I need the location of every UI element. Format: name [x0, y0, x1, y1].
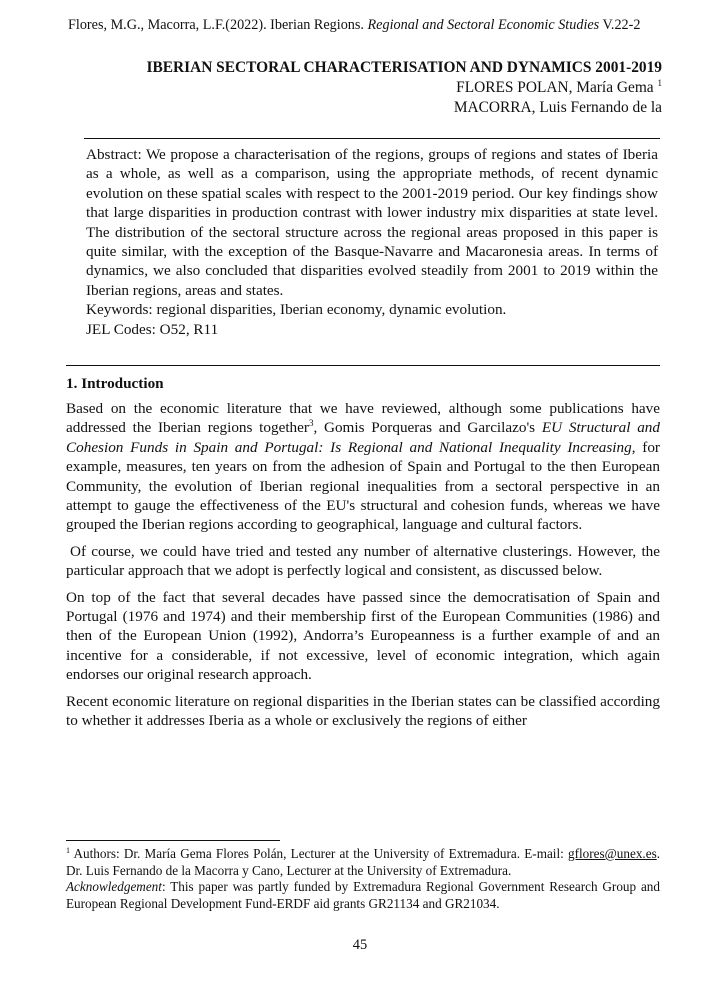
section-heading: 1. Introduction	[66, 375, 164, 392]
jel-codes: JEL Codes: O52, R11	[86, 320, 219, 338]
author-1	[102, 78, 662, 98]
running-header	[68, 16, 668, 34]
paragraph-1	[66, 399, 660, 535]
paragraph-3: On top of the fact that several decades have passed since the democratisation of Spain and Portugal (1976 and 1974) and their membership first of the European Communities (1986) and then of the European Union (1992), Andorra’s Europeanness is a further example of and an incentive for a considerable, if not excessive, level of economic integration, which again endorses our original research approach.	[66, 588, 660, 684]
paragraph-1-part-a: Based on the economic literature that we have reviewed, although some publications have addressed the Iberian regions together	[66, 400, 660, 437]
footnote-1-mark: 1	[66, 846, 70, 855]
author-2	[102, 98, 662, 118]
paper-title: IBERIAN SECTORAL CHARACTERISATION AND DYNAMICS 2001-2019	[146, 59, 662, 76]
footnotes	[66, 846, 660, 912]
footnote-ref-3: 3	[308, 418, 314, 429]
acknowledgement-text: : This paper was partly funded by Extremadura Regional Government Research Group and European Regional Development Fund-ERDF aid grants GR21134 and GR21034.	[66, 879, 660, 911]
page-number: 45	[352, 937, 368, 953]
section-divider	[66, 365, 660, 366]
footnote-1-text-b: . Dr. Luis Fernando de la Macorra y Cano, Lecturer at the University of Extremadura.	[66, 846, 660, 878]
author-2-name: MACORRA, Luis Fernando de la	[453, 99, 662, 116]
author-email-link[interactable]: gflores@unex.es	[568, 846, 657, 861]
author-1-footnote-mark: 1	[657, 78, 662, 88]
header-authors-year: Flores, M.G., Macorra, L.F.(2022). Iberian Regions.	[68, 17, 364, 33]
title-block	[102, 58, 662, 118]
abstract-text: Abstract: We propose a characterisation of the regions, groups of regions and states of Iberia as a whole, as well as a comparison, using the appropriate methods, of recent dynamic evolution on these spatial scales with respect to the 2001-2019 period. Our key findings show that large disparities in production contrast with lower industry mix disparities at state level. The distribution of the sectoral structure across the regional areas proposed in this paper is quite similar, with the exception of the Basque-Navarre and Macaronesia areas. In terms of dynamics, we also concluded that disparities evolved steadily from 2001 to 2019 within the Iberian regions, areas and states.	[86, 146, 658, 299]
paragraph-4: Recent economic literature on regional disparities in the Iberian states can be classified according to whether it addresses Iberia as a whole or exclusively the regions of either	[66, 692, 660, 730]
acknowledgement	[66, 879, 660, 912]
paragraph-1-part-b: , Gomis Porqueras and Garcilazo's	[313, 419, 542, 437]
header-journal: Regional and Sectoral Economic Studies	[367, 17, 600, 33]
footnote-1-text-a: Authors: Dr. María Gema Flores Polán, Lecturer at the University of Extremadura. E-mail:	[70, 846, 569, 861]
acknowledgement-label: Acknowledgement	[66, 879, 162, 895]
header-volume: V.22-2	[602, 17, 641, 33]
abstract-box	[84, 138, 660, 339]
footnote-divider	[66, 840, 280, 841]
cited-work-title: EU Structural and Cohesion Funds in Spain and Portugal: Is Regional and National Inequality Increasing	[66, 419, 660, 456]
paragraph-2: Of course, we could have tried and tested any number of alternative clusterings. However, the particular approach that we adopt is perfectly logical and consistent, as discussed below.	[66, 542, 660, 580]
author-1-name: FLORES POLAN, María Gema	[456, 79, 654, 96]
footnote-1	[66, 846, 660, 879]
keywords: Keywords: regional disparities, Iberian economy, dynamic evolution.	[86, 301, 507, 319]
body-text	[66, 374, 660, 738]
paragraph-1-part-d: , for example, measures, ten years on from the adhesion of Spain and Portugal to the then European Community, the evolution of Iberian regional inequalities from a sectoral perspective in an attempt to gauge the effectiveness of the EU's structural and cohesion funds, whereas we have grouped the Iberian regions according to geographical, language and cultural factors.	[66, 438, 660, 534]
